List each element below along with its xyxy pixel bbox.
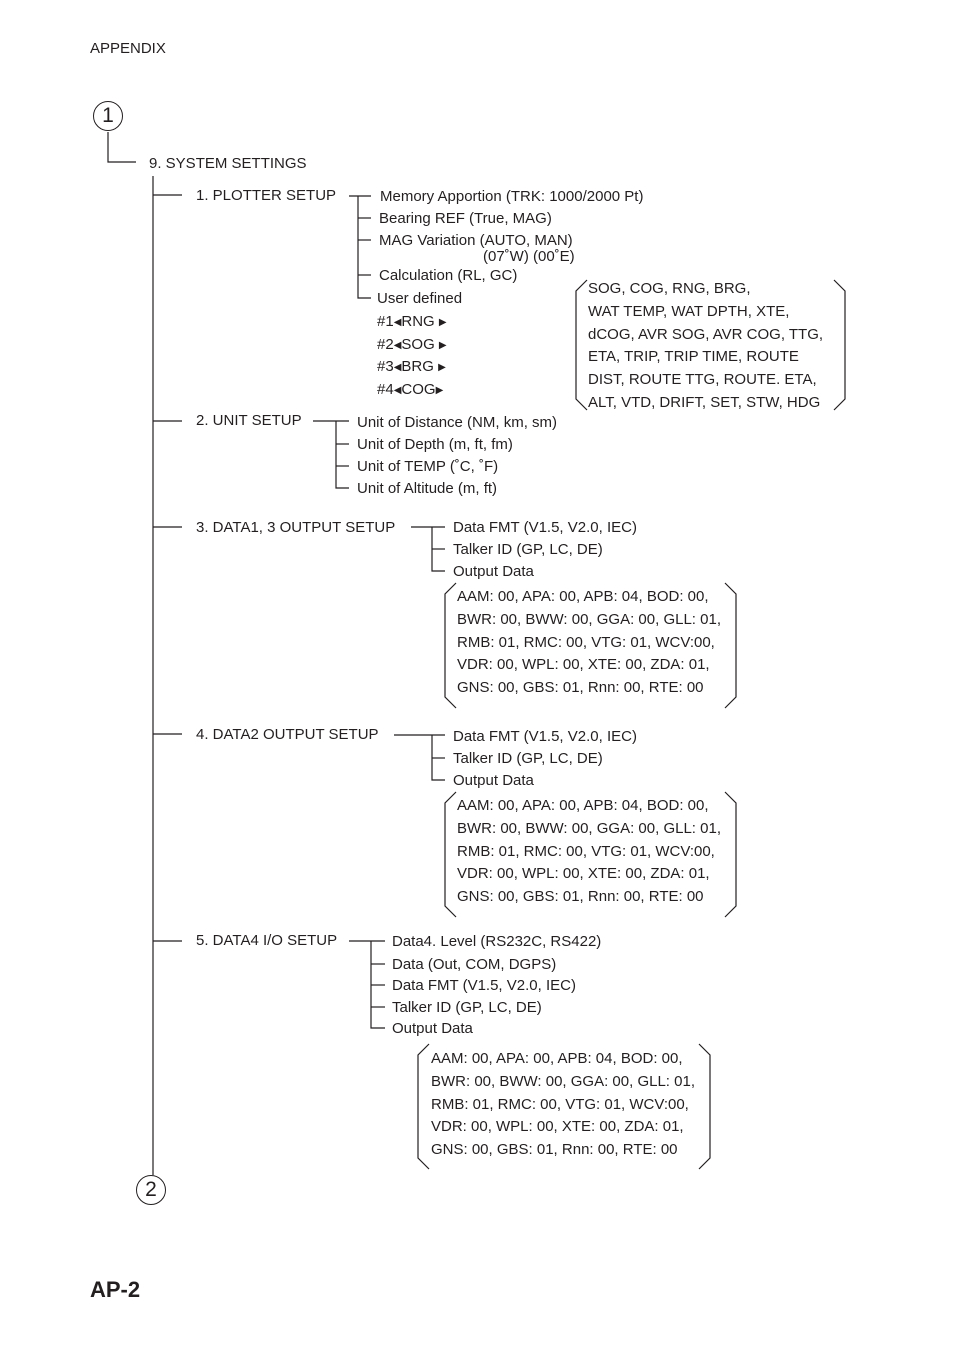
user-slot-value: COG <box>401 381 436 398</box>
user-slot-number: #2 <box>377 336 394 353</box>
unit-item-depth: Unit of Depth (m, ft, fm) <box>357 436 513 453</box>
arrow-right-icon: ▶ <box>438 362 446 373</box>
option-line: WAT TEMP, WAT DPTH, XTE, <box>588 302 790 320</box>
data13-setup-title: 3. DATA1, 3 OUTPUT SETUP <box>196 519 396 536</box>
unit-item-temp: Unit of TEMP (˚C, ˚F) <box>357 458 499 475</box>
plotter-item-bearing: Bearing REF (True, MAG) <box>379 210 552 227</box>
data2-item-output: Output Data <box>453 772 534 789</box>
output-line: VDR: 00, WPL: 00, XTE: 00, ZDA: 01, <box>457 656 710 674</box>
page-number: AP-2 <box>90 1277 141 1302</box>
data4-item-level: Data4. Level (RS232C, RS422) <box>392 933 602 950</box>
data4-item-talker: Talker ID (GP, LC, DE) <box>392 999 542 1016</box>
arrow-left-icon: ◀ <box>393 317 402 328</box>
output-line: RMB: 01, RMC: 00, VTG: 01, WCV:00, <box>431 1095 689 1113</box>
arrow-left-icon: ◀ <box>393 340 402 351</box>
data4-item-output: Output Data <box>392 1020 473 1037</box>
root-label: 9. SYSTEM SETTINGS <box>149 155 307 172</box>
output-line: GNS: 00, GBS: 01, Rnn: 00, RTE: 00 <box>457 679 704 697</box>
data4-setup-title: 5. DATA4 I/O SETUP <box>196 932 338 949</box>
option-line: ETA, TRIP, TRIP TIME, ROUTE <box>588 348 799 366</box>
arrow-right-icon: ▶ <box>438 340 447 351</box>
data13-output-list <box>457 586 721 700</box>
connector-circle-bottom: 2 <box>136 1175 166 1205</box>
arrow-right-icon: ▶ <box>438 317 447 328</box>
data2-item-talker: Talker ID (GP, LC, DE) <box>453 750 603 767</box>
output-line: GNS: 00, GBS: 01, Rnn: 00, RTE: 00 <box>431 1141 678 1159</box>
output-line: AAM: 00, APA: 00, APB: 04, BOD: 00, <box>431 1050 683 1067</box>
option-line: SOG, COG, RNG, BRG, <box>588 280 751 297</box>
user-slot-value: BRG <box>401 358 434 375</box>
output-line: VDR: 00, WPL: 00, XTE: 00, ZDA: 01, <box>457 865 710 883</box>
plotter-setup-title: 1. PLOTTER SETUP <box>196 187 337 204</box>
arrow-left-icon: ◀ <box>393 385 402 396</box>
output-line: GNS: 00, GBS: 01, Rnn: 00, RTE: 00 <box>457 888 704 906</box>
data13-item-output: Output Data <box>453 563 534 580</box>
option-line: dCOG, AVR SOG, AVR COG, TTG, <box>588 325 824 343</box>
plotter-item-user-defined: User defined <box>377 290 463 307</box>
output-line: RMB: 01, RMC: 00, VTG: 01, WCV:00, <box>457 842 715 860</box>
user-slot-value: RNG <box>401 313 435 330</box>
unit-setup-title: 2. UNIT SETUP <box>196 412 302 429</box>
output-line: AAM: 00, APA: 00, APB: 04, BOD: 00, <box>457 797 709 814</box>
data13-item-fmt: Data FMT (V1.5, V2.0, IEC) <box>453 519 637 536</box>
user-slot-4 <box>377 381 443 400</box>
data2-item-fmt: Data FMT (V1.5, V2.0, IEC) <box>453 728 637 745</box>
option-line: DIST, ROUTE TTG, ROUTE. ETA, <box>588 371 817 389</box>
user-slot-value: SOG <box>401 336 435 353</box>
arrow-right-icon: ▶ <box>435 385 444 396</box>
user-slot-1 <box>377 313 447 332</box>
output-line: BWR: 00, BWW: 00, GGA: 00, GLL: 01, <box>457 819 721 837</box>
plotter-item-calculation: Calculation (RL, GC) <box>379 267 518 284</box>
output-line: VDR: 00, WPL: 00, XTE: 00, ZDA: 01, <box>431 1118 684 1136</box>
plotter-mag-values: (07˚W) (00˚E) <box>483 248 575 265</box>
data4-output-list <box>431 1048 695 1162</box>
connector-circle-top: 1 <box>93 101 123 131</box>
data4-item-fmt: Data FMT (V1.5, V2.0, IEC) <box>392 977 576 994</box>
user-slot-number: #4 <box>377 381 394 398</box>
output-line: BWR: 00, BWW: 00, GGA: 00, GLL: 01, <box>457 610 721 628</box>
output-line: BWR: 00, BWW: 00, GGA: 00, GLL: 01, <box>431 1072 695 1090</box>
output-line: AAM: 00, APA: 00, APB: 04, BOD: 00, <box>457 588 709 605</box>
user-slot-number: #3 <box>377 358 394 375</box>
option-line: ALT, VTD, DRIFT, SET, STW, HDG <box>588 393 821 411</box>
user-slot-3 <box>377 358 446 377</box>
user-slot-number: #1 <box>377 313 394 330</box>
arrow-left-icon: ◀ <box>393 362 402 373</box>
page-header: APPENDIX <box>90 40 166 57</box>
data2-setup-title: 4. DATA2 OUTPUT SETUP <box>196 726 379 743</box>
data13-item-talker: Talker ID (GP, LC, DE) <box>453 541 603 558</box>
plotter-item-mag-variation: MAG Variation (AUTO, MAN) <box>379 232 573 249</box>
user-slot-2 <box>377 336 447 355</box>
data2-output-list <box>457 795 721 909</box>
unit-item-distance: Unit of Distance (NM, km, sm) <box>357 414 558 431</box>
unit-item-altitude: Unit of Altitude (m, ft) <box>357 480 498 497</box>
data4-item-data: Data (Out, COM, DGPS) <box>392 956 557 973</box>
plotter-options-list <box>588 278 823 415</box>
output-line: RMB: 01, RMC: 00, VTG: 01, WCV:00, <box>457 633 715 651</box>
plotter-item-memory: Memory Apportion (TRK: 1000/2000 Pt) <box>380 188 644 205</box>
